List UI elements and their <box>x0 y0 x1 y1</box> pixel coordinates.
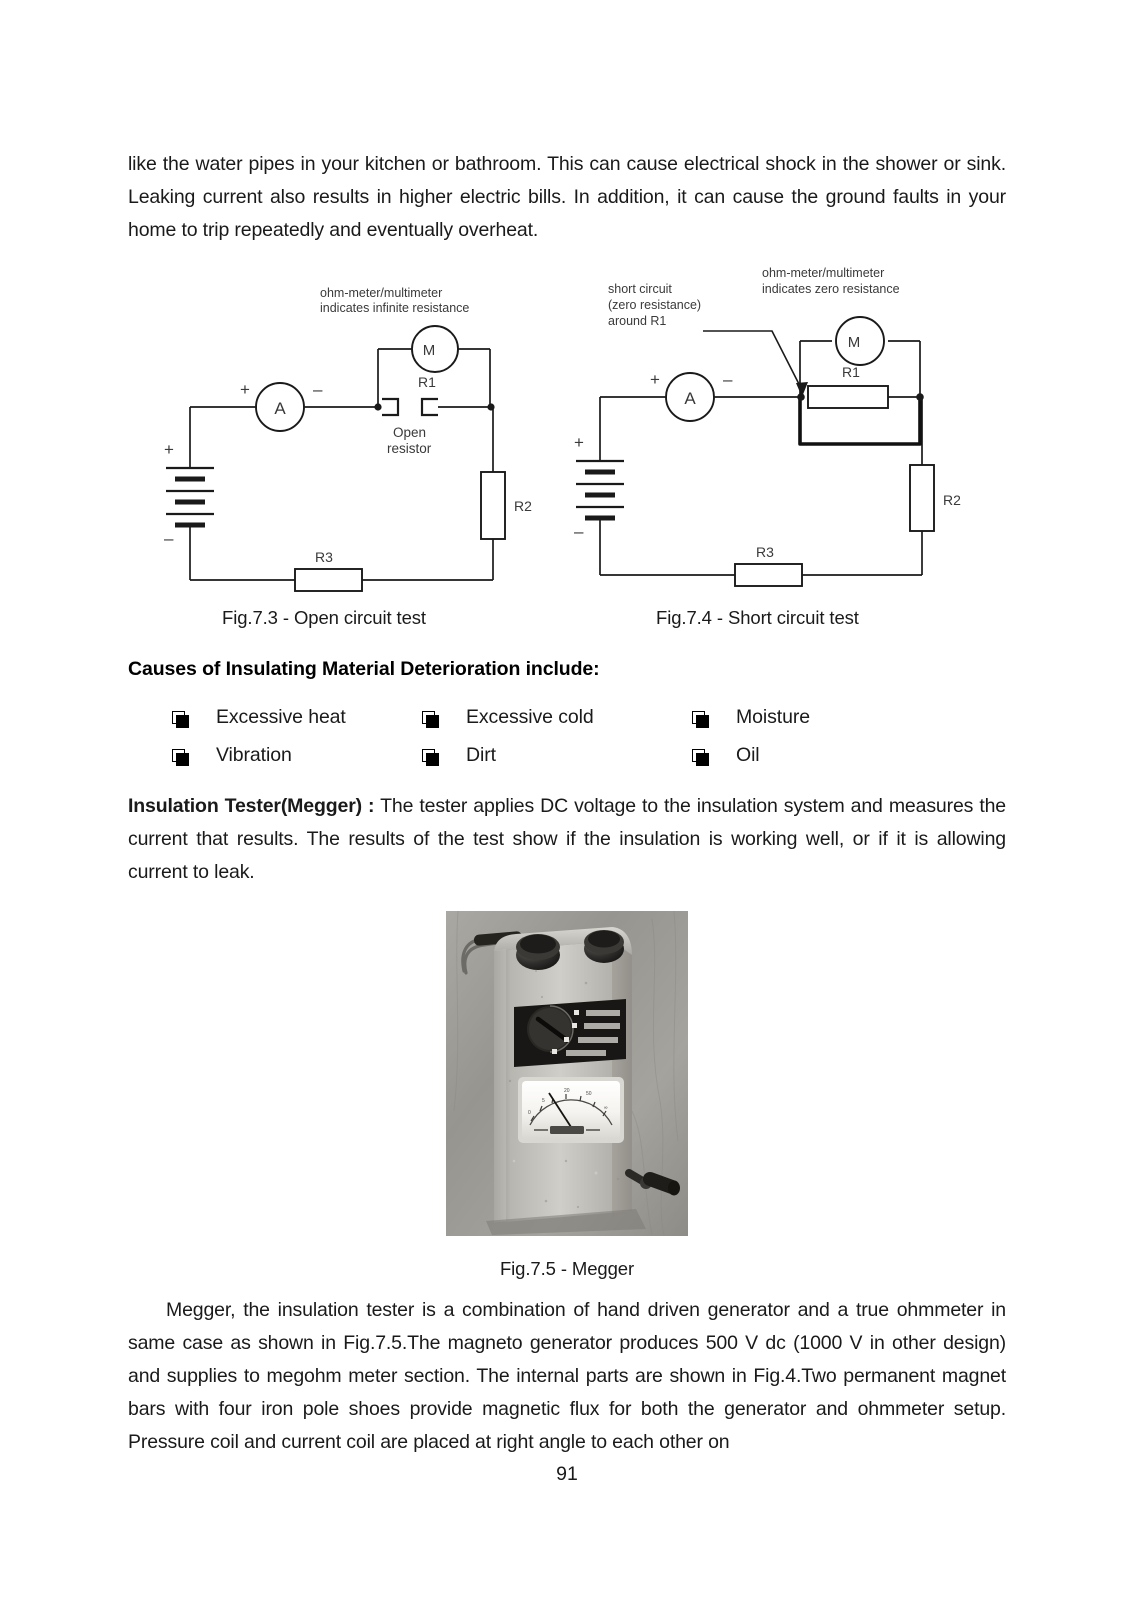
cause-label: Dirt <box>466 743 496 766</box>
cause-item[interactable] <box>378 744 648 767</box>
fig73-r1-label: R1 <box>418 374 436 390</box>
checkbox-icon[interactable] <box>422 711 435 724</box>
fig-7-4-short-circuit-diagram <box>570 257 990 607</box>
circuit-figures-row <box>128 257 1006 607</box>
fig73-battery-plus: + <box>164 440 174 459</box>
fig74-ammeter-minus: – <box>723 370 733 389</box>
svg-text:50: 50 <box>586 1091 592 1097</box>
fig-7-4-caption: Fig.7.4 - Short circuit test <box>656 607 859 628</box>
fig74-ammeter-plus: + <box>650 370 660 389</box>
checkbox-icon[interactable] <box>172 711 185 724</box>
cause-label: Vibration <box>216 743 292 766</box>
megger-description-paragraph: Megger, the insulation tester is a combination of hand driven generator and a true ohmmeter in same case as shown in Fig.7.5.The magneto generator produces 500 V dc (1000 V in other design) and supplies to megohm meter section. The internal parts are shown in Fig.4.Two permanent magnet bars with four iron pole shoes provide magnetic flux for both the generator and ohmmeter setup. Pressure coil and current coil are placed at right angle to each other on <box>128 1299 1006 1453</box>
fig74-annotation-line1: ohm-meter/multimeter <box>762 266 885 280</box>
intro-paragraph: like the water pipes in your kitchen or bathroom. This can cause electrical shock in the shower or sink. Leaking current also results in higher electric bills. In addition, it can cause the ground faults in your home to trip repeatedly and eventually overheat. <box>128 153 1006 241</box>
fig73-ammeter-plus: + <box>240 380 250 399</box>
fig73-ammeter-label: A <box>274 399 286 418</box>
fig74-meter-label: M <box>847 334 861 351</box>
fig73-annotation-line1: ohm-meter/multimeter <box>320 286 443 300</box>
svg-text:∞: ∞ <box>604 1105 608 1111</box>
cause-label: Excessive cold <box>466 705 594 728</box>
page-number: 91 <box>556 1463 578 1485</box>
cause-item[interactable] <box>378 706 648 729</box>
cause-item[interactable] <box>128 706 378 729</box>
svg-text:20: 20 <box>564 1088 570 1094</box>
fig74-annotation-line2: indicates zero resistance <box>762 282 900 296</box>
document-page <box>128 0 1006 1600</box>
fig-7-5-caption: Fig.7.5 - Megger <box>499 1258 635 1279</box>
fig-7-3-caption: Fig.7.3 - Open circuit test <box>222 607 426 628</box>
fig74-battery-plus: + <box>574 433 584 452</box>
fig74-short-note-line2: (zero resistance) <box>608 298 702 312</box>
fig73-open-note-line2: resistor <box>387 441 432 456</box>
insulation-tester-body: The tester applies DC voltage to the insulation system and measures the current that results. The results of the test show if the insulation is working well, or if it is allowing current to leak. <box>128 795 1006 883</box>
fig73-r2-label: R2 <box>514 498 532 514</box>
fig-7-3-open-circuit-diagram <box>150 257 550 607</box>
cause-item[interactable] <box>648 706 908 729</box>
cause-label: Moisture <box>736 705 810 728</box>
fig73-meter-label: M <box>422 342 436 359</box>
fig73-battery-minus: – <box>164 529 174 548</box>
checkbox-icon[interactable] <box>692 749 705 762</box>
fig73-open-note-line1: Open <box>393 425 427 440</box>
checkbox-icon[interactable] <box>422 749 435 762</box>
svg-text:0: 0 <box>528 1110 531 1116</box>
causes-row <box>128 698 1006 736</box>
fig74-r2-label: R2 <box>943 492 961 508</box>
cause-label: Excessive heat <box>216 705 346 728</box>
figure-captions-row <box>128 607 1006 637</box>
causes-checkbox-list <box>128 698 1006 774</box>
fig74-short-note-line3: around R1 <box>608 314 667 328</box>
fig74-r1-label: R1 <box>842 364 860 380</box>
insulation-tester-paragraph <box>128 790 1006 889</box>
fig74-short-note-line1: short circuit <box>608 282 672 296</box>
causes-section-heading: Causes of Insulating Material Deterioration include: <box>128 658 600 680</box>
svg-text:5: 5 <box>542 1098 545 1104</box>
checkbox-icon[interactable] <box>692 711 705 724</box>
causes-row <box>128 736 1006 774</box>
fig74-ammeter-label: A <box>684 389 696 408</box>
fig74-r3-label: R3 <box>756 544 774 560</box>
cause-item[interactable] <box>128 744 378 767</box>
fig73-r3-label: R3 <box>315 549 333 565</box>
fig74-battery-minus: – <box>574 522 584 541</box>
cause-item[interactable] <box>648 744 908 767</box>
insulation-tester-lead: Insulation Tester(Megger) : <box>128 795 375 817</box>
cause-label: Oil <box>736 743 760 766</box>
fig73-ammeter-minus: – <box>313 380 323 399</box>
megger-photo-wrap <box>128 911 1006 1236</box>
megger-photo <box>446 911 688 1236</box>
checkbox-icon[interactable] <box>172 749 185 762</box>
fig73-annotation-line2: indicates infinite resistance <box>320 301 470 315</box>
